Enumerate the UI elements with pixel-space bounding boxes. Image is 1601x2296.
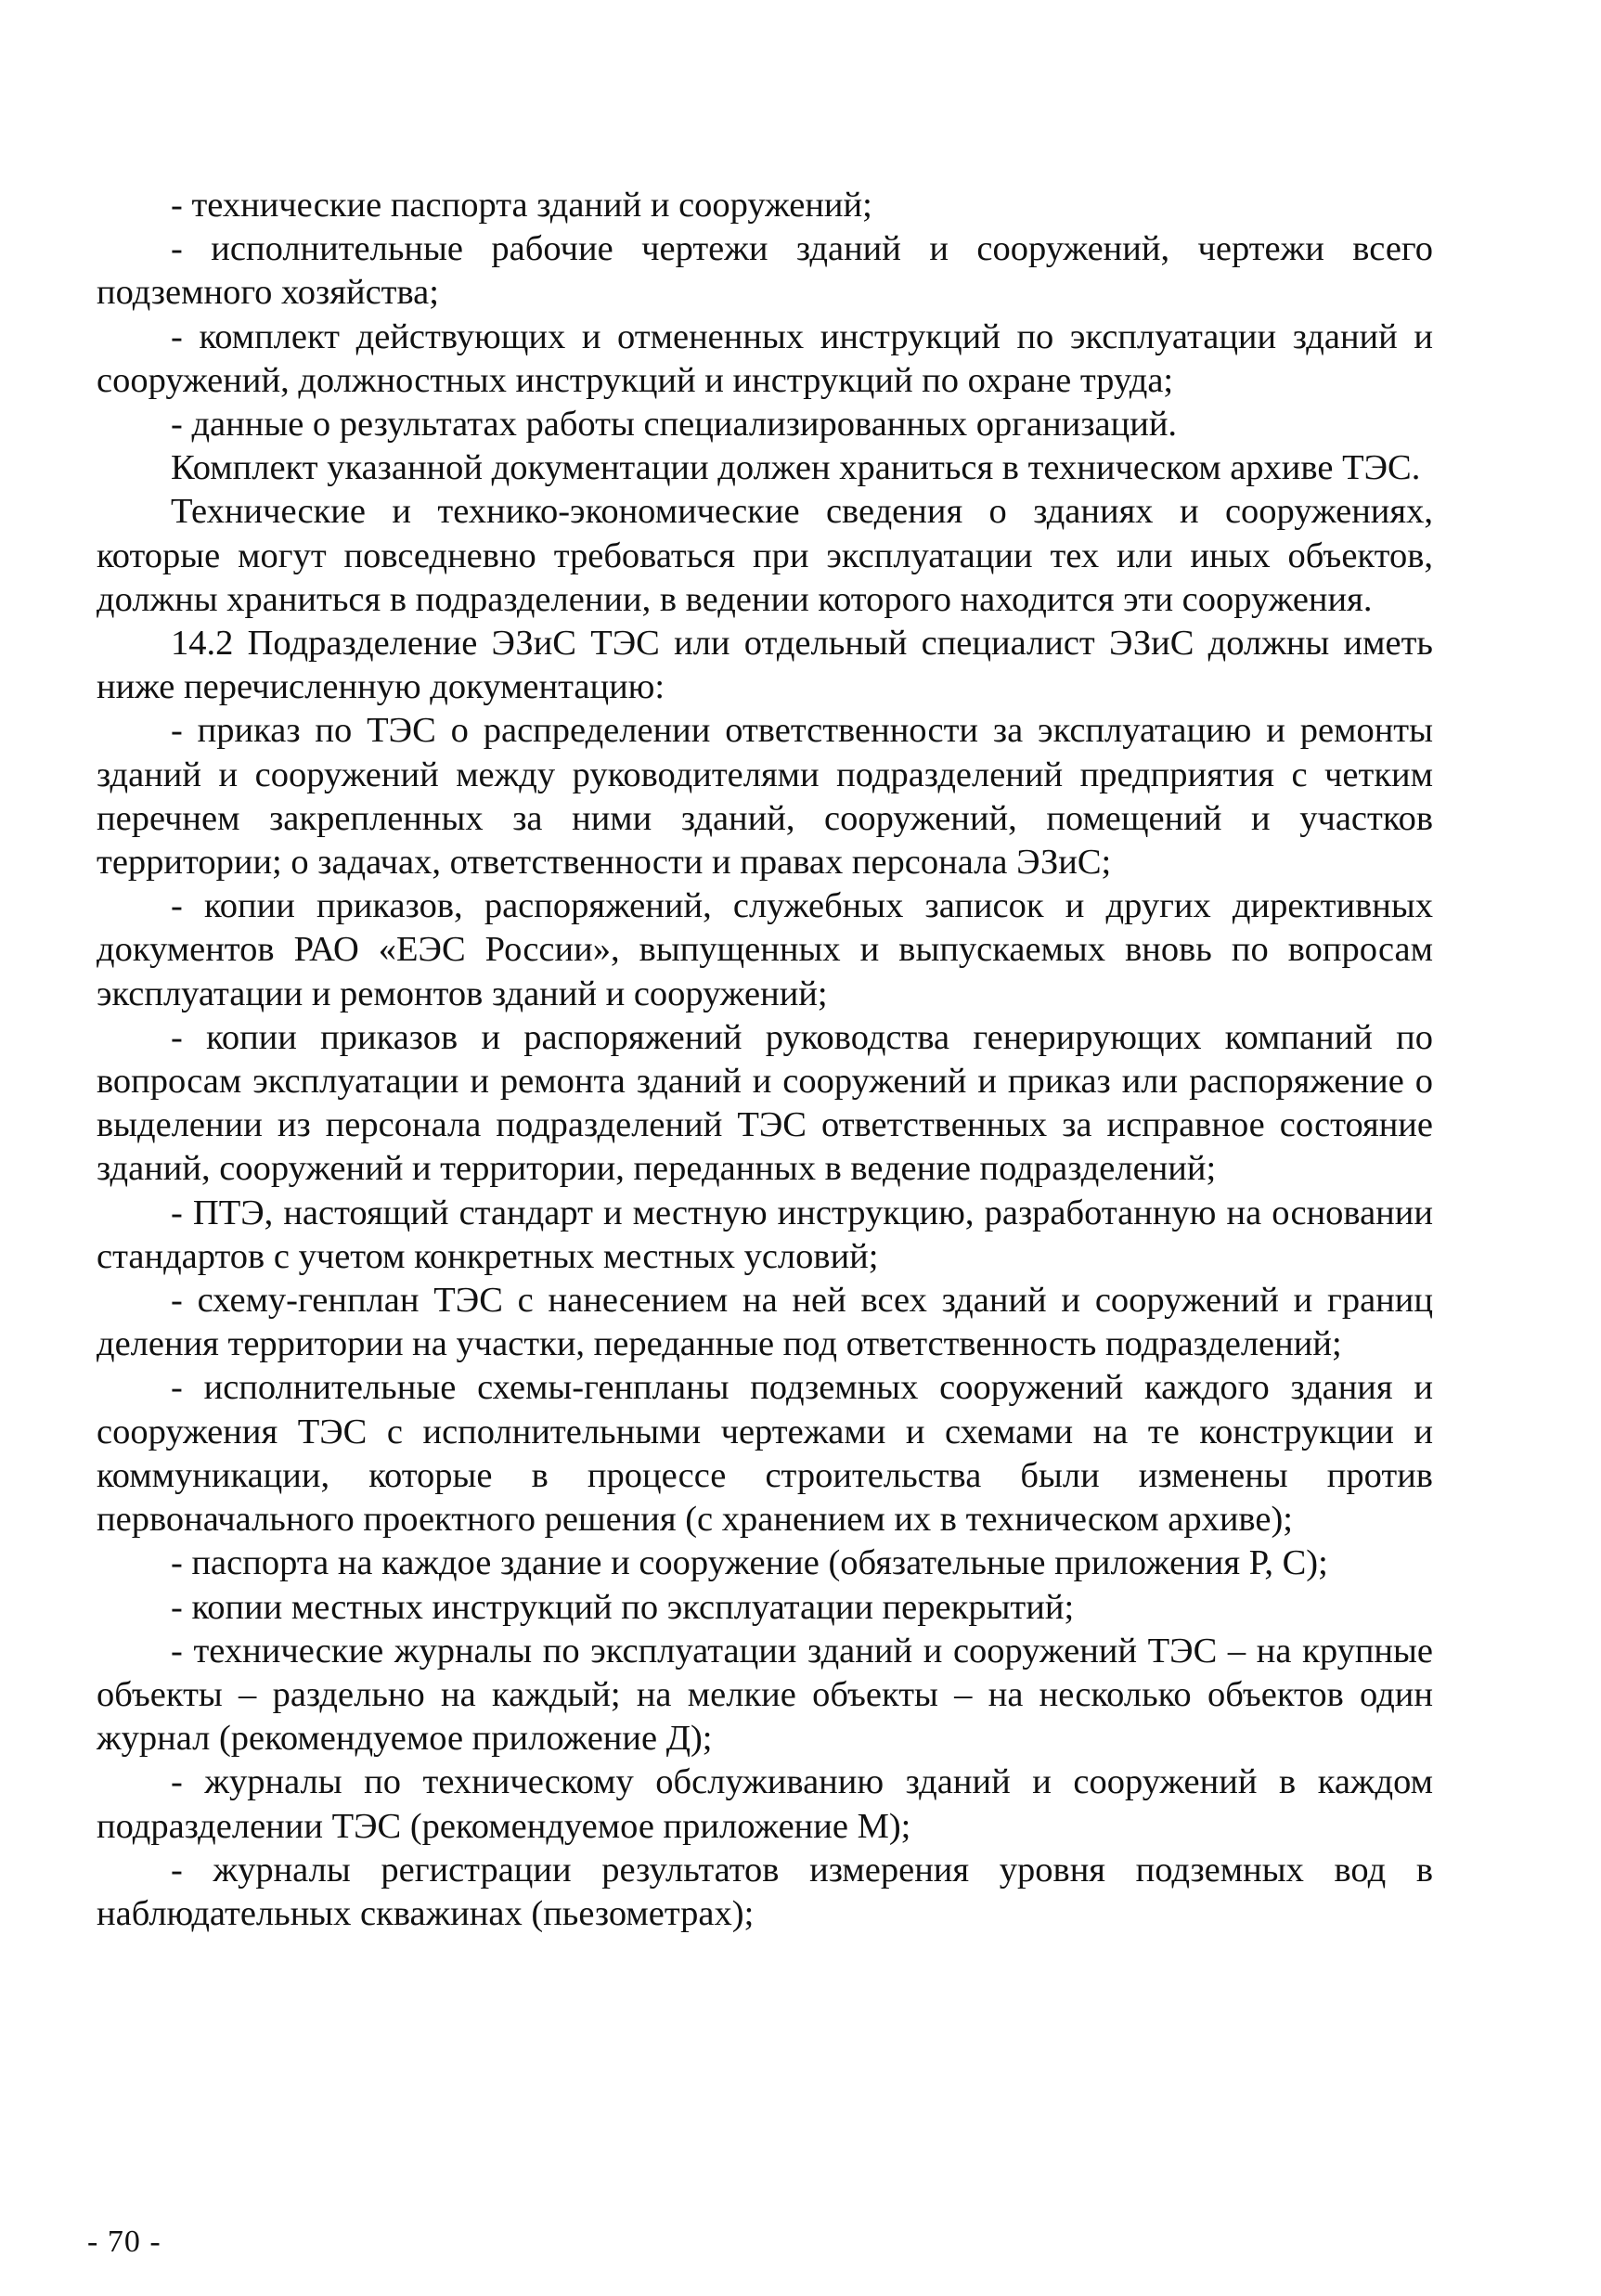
paragraph-underground-plans: - исполнительные схемы-генпланы подземных сооружений каждого здания и сооружения ТЭС с исполнительными чертежами и схемами на те конструкции и коммуникации, которые в процессе строительства были изменены против первоначального проектного решения (с хранением их в техническом архиве); — [97, 1368, 1433, 1540]
paragraph-building-passports: - паспорта на каждое здание и сооружение (обязательные приложения Р, С); — [171, 1543, 1328, 1583]
paragraph-technical-economic-info: Технические и технико-экономические сведения о зданиях и сооружениях, которые могут повседневно требоваться при эксплуатации тех или иных объектов, должны храниться в подразделении, в ведении которого находится эти сооружения. — [97, 492, 1433, 619]
paragraph-groundwater-journals: - журналы регистрации результатов измерения уровня подземных вод в наблюдательных скважинах (пьезометрах); — [97, 1850, 1433, 1933]
paragraph-specialized-results: - данные о результатах работы специализированных организаций. — [171, 405, 1178, 445]
paragraph-floor-instructions: - копии местных инструкций по эксплуатации перекрытий; — [171, 1587, 1075, 1627]
paragraph-archive-storage: Комплект указанной документации должен храниться в техническом архиве ТЭС. — [171, 448, 1421, 488]
paragraph-pte-standard: - ПТЭ, настоящий стандарт и местную инструкцию, разработанную на основании стандартов с учетом конкретных местных условий; — [97, 1193, 1433, 1276]
paragraph-working-drawings: - исполнительные рабочие чертежи зданий и сооружений, чертежи всего подземного хозяйства; — [97, 229, 1433, 313]
paragraph-instructions-set: - комплект действующих и отмененных инструкций по эксплуатации зданий и сооружений, должностных инструкций и инструкций по охране труда; — [97, 316, 1433, 400]
paragraph-rao-directives: - копии приказов, распоряжений, служебных записок и других директивных документов РАО «ЕЭС России», выпущенных и выпускаемых вновь по вопросам эксплуатации и ремонтов зданий и сооружений; — [97, 886, 1433, 1013]
paragraph-maintenance-journals: - журналы по техническому обслуживанию зданий и сооружений в каждом подразделении ТЭС (рекомендуемое приложение М); — [97, 1762, 1433, 1846]
paragraph-generating-company-orders: - копии приказов и распоряжений руководства генерирующих компаний по вопросам эксплуатации и ремонта зданий и сооружений и приказ или распоряжение о выделении из персонала подразделений ТЭС ответственных за исправное состояние зданий, сооружений и территории, переданных в ведение подразделений; — [97, 1017, 1433, 1189]
page-number: - 70 - — [87, 2225, 161, 2259]
paragraph-technical-passports: - технические паспорта зданий и сооружений; — [171, 186, 872, 225]
document-body — [97, 184, 1433, 1936]
paragraph-site-plan: - схему-генплан ТЭС с нанесением на ней всех зданий и сооружений и границ деления территории на участки, переданные под ответственность подразделений; — [97, 1281, 1433, 1364]
paragraph-technical-journals: - технические журналы по эксплуатации зданий и сооружений ТЭС – на крупные объекты – раздельно на каждый; на мелкие объекты – на несколько объектов один журнал (рекомендуемое приложение Д); — [97, 1631, 1433, 1759]
paragraph-section-14-2: 14.2 Подразделение ЭЗиС ТЭС или отдельный специалист ЭЗиС должны иметь ниже перечисленную документацию: — [97, 624, 1433, 707]
paragraph-responsibility-order: - приказ по ТЭС о распределении ответственности за эксплуатацию и ремонты зданий и сооружений между руководителями подразделений предприятия с четким перечнем закрепленных за ними зданий, сооружений, помещений и участков территории; о задачах, ответственности и правах персонала ЭЗиС; — [97, 711, 1433, 883]
